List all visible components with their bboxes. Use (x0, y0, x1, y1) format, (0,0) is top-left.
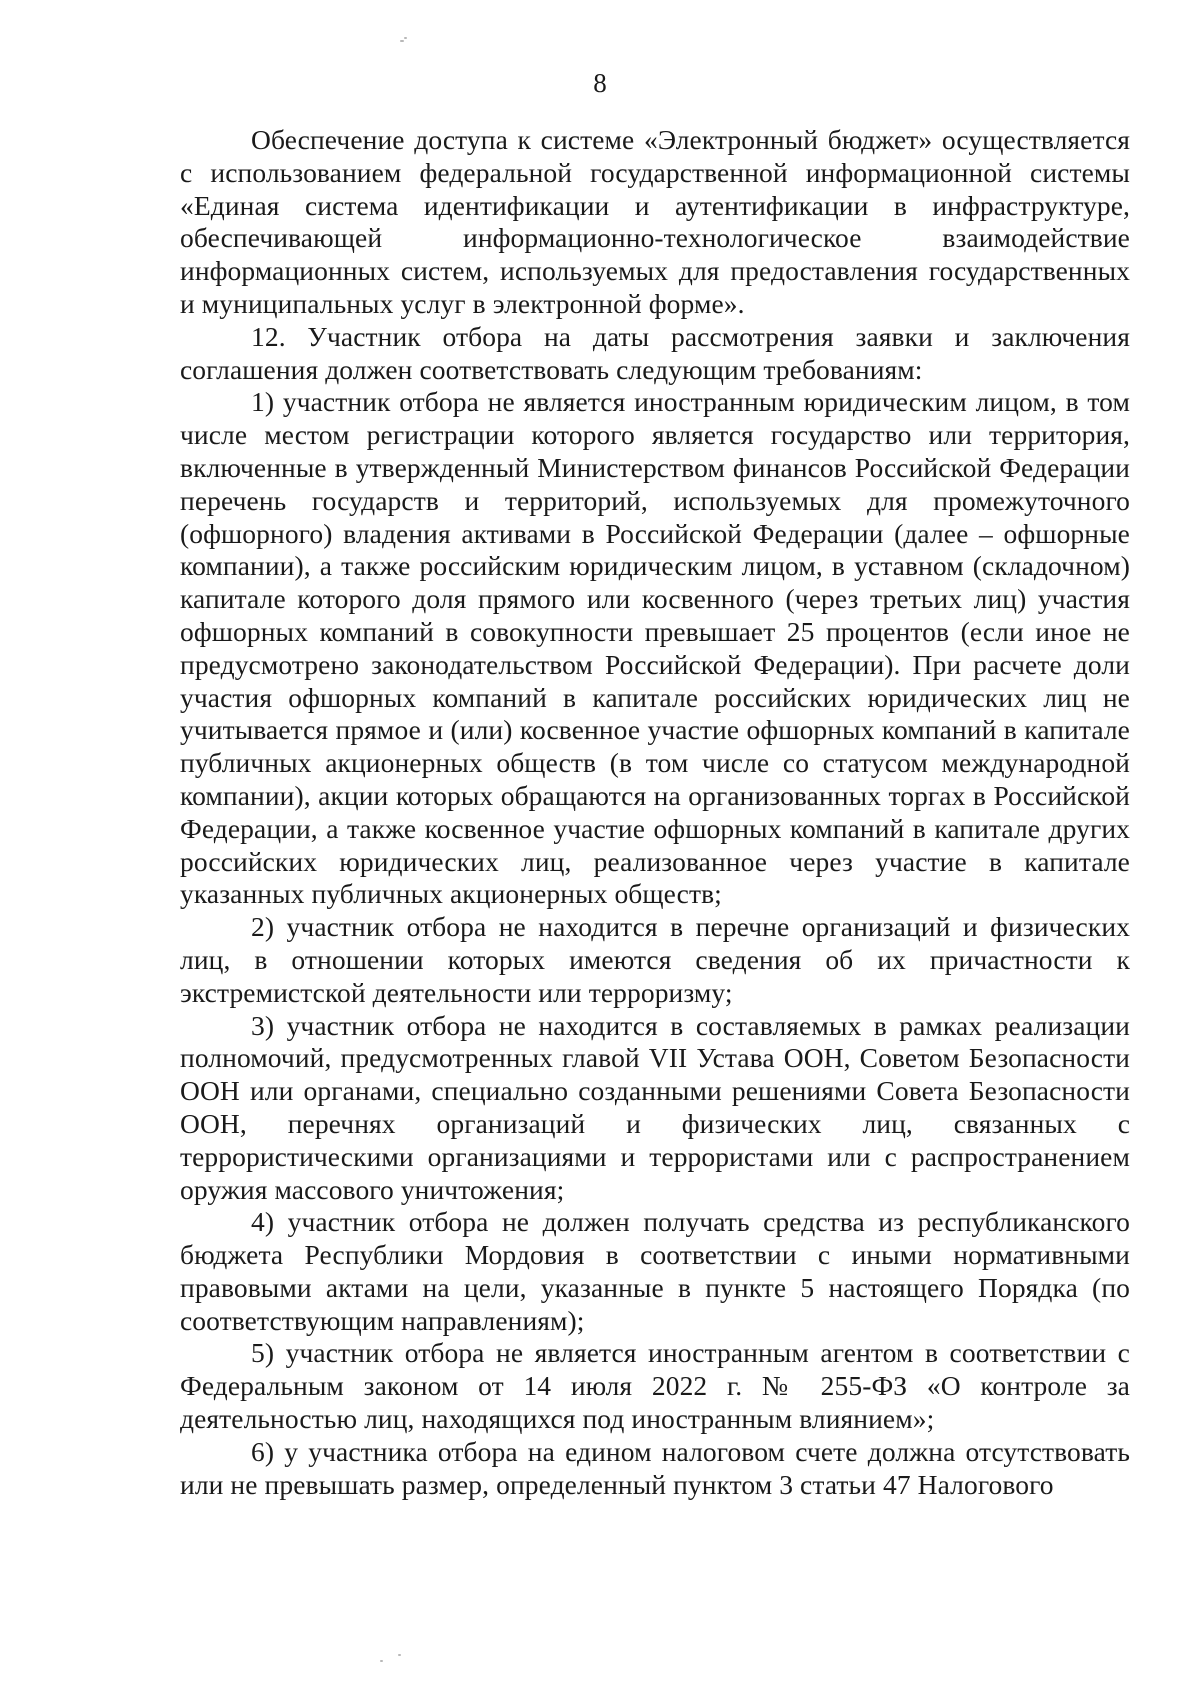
scan-speck (400, 40, 404, 42)
scan-speck (398, 1654, 401, 1656)
document-body (180, 124, 1130, 1501)
page-number: 8 (593, 68, 607, 98)
paragraph-req-3: 3) участник отбора не находится в составляемых в рамках реализации полномочий, предусмотренных главой VII Устава ООН, Советом Безопасности ООН или органами, специально созданными решениями Совета Безопасности ООН, перечнях организаций и физических лиц, связанных с террористическими организациями и террористами или с распространением оружия массового уничтожения; (180, 1009, 1130, 1205)
scan-speck (404, 37, 407, 39)
scan-speck (380, 1660, 383, 1662)
paragraph-req-5: 5) участник отбора не является иностранным агентом в соответствии с Федеральным законом от 14 июля 2022 г. № 255-ФЗ «О контроле за деятельностью лиц, находящихся под иностранным влиянием»; (180, 1337, 1130, 1435)
paragraph-req-1: 1) участник отбора не является иностранным юридическим лицом, в том числе местом регистрации которого является государство или территория, включенные в утвержденный Министерством финансов Российской Федерации перечень государств и территорий, используемых для промежуточного (офшорного) владения активами в Российской Федерации (далее – офшорные компании), а также российским юридическим лицом, в уставном (складочном) капитале которого доля прямого или косвенного (через третьих лиц) участия офшорных компаний в совокупности превышает 25 процентов (если иное не предусмотрено законодательством Российской Федерации). При расчете доли участия офшорных компаний в капитале российских юридических лиц не учитывается прямое и (или) косвенное участие офшорных компаний в капитале публичных акционерных обществ (в том числе со статусом международной компании), акции которых обращаются на организованных торгах в Российской Федерации, а также косвенное участие офшорных компаний в капитале других российских юридических лиц, реализованное через участие в капитале указанных публичных акционерных обществ; (180, 386, 1130, 910)
paragraph-item-12: 12. Участник отбора на даты рассмотрения заявки и заключения соглашения должен соответствовать следующим требованиям: (180, 320, 1130, 385)
paragraph-esia-access: Обеспечение доступа к системе «Электронный бюджет» осуществляется с использованием федеральной государственной информационной системы «Единая система идентификации и аутентификации в инфраструктуре, обеспечивающей информационно-технологическое взаимодействие информационных систем, используемых для предоставления государственных и муниципальных услуг в электронной форме». (180, 124, 1130, 319)
paragraph-req-6: 6) у участника отбора на едином налоговом счете должна отсутствовать или не превышать размер, определенный пунктом 3 статьи 47 Налогового (180, 1435, 1130, 1500)
paragraph-req-4: 4) участник отбора не должен получать средства из республиканского бюджета Республики Мордовия в соответствии с иными нормативными правовыми актами на цели, указанные в пункте 5 настоящего Порядка (по соответствующим направлениям); (180, 1206, 1130, 1336)
paragraph-req-2: 2) участник отбора не находится в перечне организаций и физических лиц, в отношении которых имеются сведения об их причастности к экстремистской деятельности или терроризму; (180, 911, 1130, 1008)
